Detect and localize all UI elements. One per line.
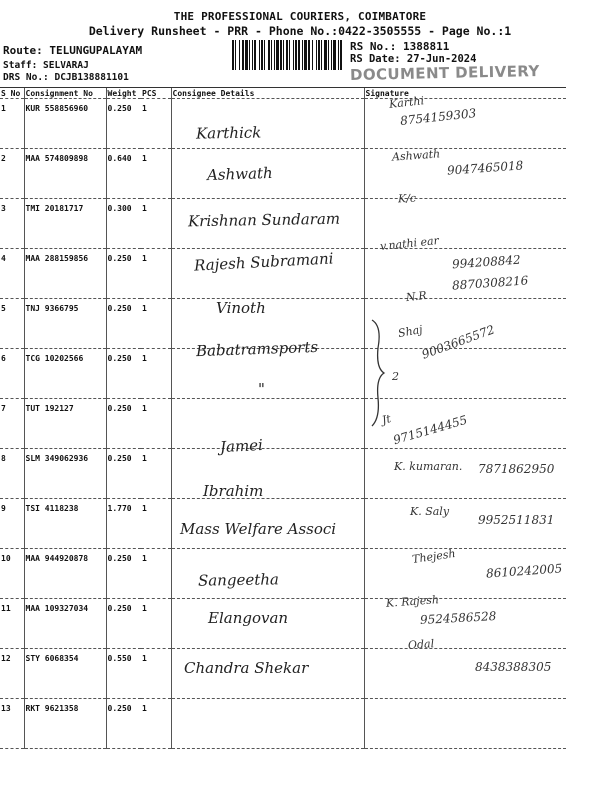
row-sno: 12 [0,649,24,699]
signature-phone: 8438388305 [475,660,552,674]
row-weight: 0.300 [106,199,141,249]
row-consignee-cell [171,399,364,449]
table-row [0,549,566,599]
row-weight: 0.250 [106,349,141,399]
signature-phone: 9952511831 [478,513,555,527]
signature-phone: 9003665572 [419,322,497,362]
table-header-row [0,88,566,99]
signature-name: Thejesh [411,547,457,566]
col-header-sno: S No [0,88,24,99]
rs-number: RS No.: 1388811 [350,40,450,53]
signature-name: K. Saly [410,505,450,518]
row-weight: 0.250 [106,549,141,599]
row-sno: 1 [0,99,24,149]
row-sno: 8 [0,449,24,499]
row-pcs: 1 [141,349,171,399]
row-consignment-no: STY 6068354 [24,649,106,699]
row-sno: 10 [0,549,24,599]
row-consignment-no: TMI 20181717 [24,199,106,249]
signature-phone: 9047465018 [446,158,524,178]
col-header-pcs: PCS [141,88,171,99]
consignee-name: Elangovan [208,609,289,627]
table-row [0,99,566,149]
signature-name: K/c [397,191,417,206]
row-pcs: 1 [141,149,171,199]
row-sno: 13 [0,699,24,749]
row-consignment-no: TUT 192127 [24,399,106,449]
row-consignment-no: MAA 109327034 [24,599,106,649]
row-consignment-no: TSI 4118238 [24,499,106,549]
row-consignment-no: MAA 288159856 [24,249,106,299]
signature-name: Karthi [388,94,425,111]
col-header-signature: Signature [364,88,566,99]
row-weight: 0.640 [106,149,141,199]
signature-name: Jt [380,412,393,427]
consignee-name: Babatramsports [195,337,319,361]
consignee-name: " [258,380,265,398]
row-consignee-cell [171,449,364,499]
row-sno: 5 [0,299,24,349]
row-consignment-no: TNJ 9366795 [24,299,106,349]
route-label: Route: TELUNGUPALAYAM [3,44,143,57]
runsheet-table [0,87,566,749]
row-pcs: 1 [141,499,171,549]
row-consignment-no: SLM 349062936 [24,449,106,499]
signature-name: Shaj [397,322,424,341]
document-delivery-stamp: DOCUMENT DELIVERY [349,62,540,84]
row-pcs: 1 [141,449,171,499]
consignee-name: Krishnan Sundaram [187,209,341,231]
row-sno: 2 [0,149,24,199]
row-pcs: 1 [141,99,171,149]
row-pcs: 1 [141,599,171,649]
row-weight: 1.770 [106,499,141,549]
signature-name: N.R [405,288,428,305]
signature-name: Ashwath [391,147,441,164]
drs-number: DRS No.: DCJB138881101 [3,72,129,83]
row-sno: 11 [0,599,24,649]
row-weight: 0.250 [106,699,141,749]
row-consignment-no: MAA 944920878 [24,549,106,599]
barcode-icon [232,40,344,70]
runsheet-subtitle: Delivery Runsheet - PRR - Phone No.:0422-3505555 - Page No.:1 [88,24,512,38]
col-header-consignee: Consignee Details [171,88,364,99]
signature-phone: 9524586528 [419,609,497,627]
row-sno: 7 [0,399,24,449]
row-consignment-no: TCG 10202566 [24,349,106,399]
row-pcs: 1 [141,549,171,599]
signature-phone: 8870308216 [451,273,529,293]
row-weight: 0.250 [106,99,141,149]
row-consignment-no: KUR 558856960 [24,99,106,149]
table-row [0,699,566,749]
staff-label: Staff: SELVARAJ [3,60,89,71]
consignee-name: Vinoth [216,299,266,317]
row-weight: 0.250 [106,599,141,649]
row-weight: 0.250 [106,299,141,349]
signature-name: K. Rajesh [385,593,440,610]
signature-phone: 7871862950 [478,462,555,476]
company-title: THE PROFESSIONAL COURIERS, COIMBATORE [173,10,427,23]
row-weight: 0.250 [106,399,141,449]
consignee-name: Ashwath [206,163,273,185]
signature-phone: 8754159303 [399,106,477,128]
consignee-name: Mass Welfare Associ [180,520,337,538]
row-consignment-no: MAA 574809898 [24,149,106,199]
consignee-name: Karthick [195,123,262,143]
rs-date: RS Date: 27-Jun-2024 [350,53,477,65]
row-sno: 6 [0,349,24,399]
consignee-name: Jamei [219,435,264,457]
row-weight: 0.250 [106,449,141,499]
row-pcs: 1 [141,249,171,299]
signature-name: K. kumaran. [394,460,463,473]
signature-phone: 9715144455 [391,412,469,448]
signature-name: v.nathi ear [379,233,440,254]
row-pcs: 1 [141,649,171,699]
row-consignee-cell [171,699,364,749]
row-sno: 9 [0,499,24,549]
consignee-name: Chandra Shekar [184,659,309,677]
signature-name: 2 [392,370,399,383]
row-pcs: 1 [141,199,171,249]
row-consignment-no: RKT 9621358 [24,699,106,749]
col-header-weight: Weight [106,88,141,99]
col-header-consignment: Consignment No [24,88,106,99]
table-row [0,399,566,449]
bracket-mark [368,318,402,428]
row-weight: 0.250 [106,249,141,299]
row-pcs: 1 [141,399,171,449]
consignee-name: Ibrahim [203,482,264,500]
signature-phone: 994208842 [451,252,522,272]
row-weight: 0.550 [106,649,141,699]
consignee-name: Sangeetha [197,570,280,590]
row-sno: 4 [0,249,24,299]
row-signature-cell [364,699,566,749]
signature-name: Odal [407,637,435,652]
signature-phone: 8610242005 [485,561,563,581]
row-sno: 3 [0,199,24,249]
row-pcs: 1 [141,699,171,749]
row-pcs: 1 [141,299,171,349]
consignee-name: Rajesh Subramani [193,249,334,275]
